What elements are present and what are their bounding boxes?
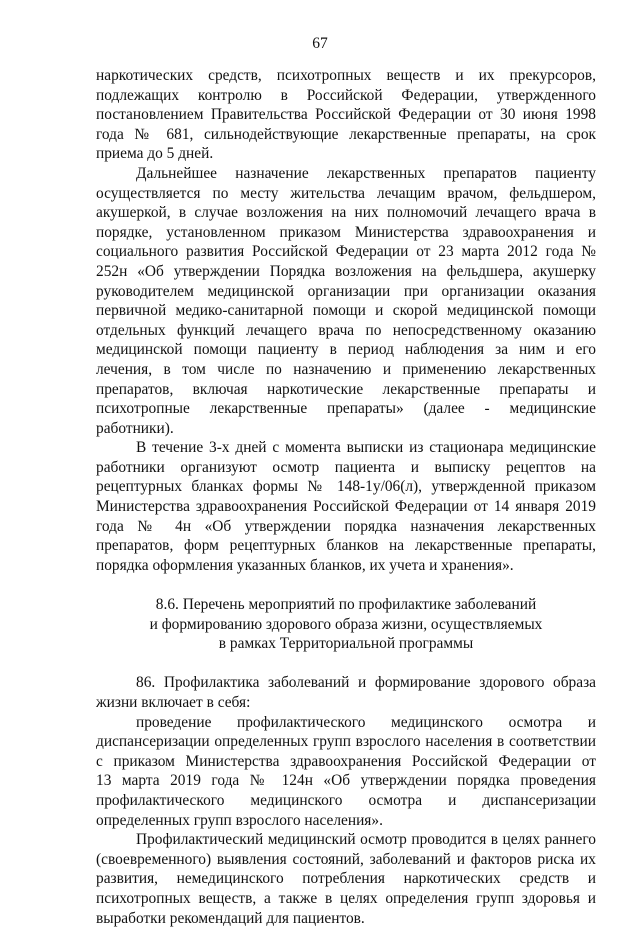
text-line: Министерства здравоохранения Российской Федерации от 14 января 2019: [96, 498, 596, 516]
text-line: развития, немедицинского потребления наркотических средств и: [96, 870, 596, 888]
text-line: акушеркой, в случае возложения на них полномочий лечащего врача в: [96, 204, 596, 222]
text-line: руководителем медицинской организации при организации оказания: [96, 282, 596, 300]
heading-line: 8.6. Перечень мероприятий по профилактике заболеваний: [155, 596, 537, 614]
text-line: порядка оформления указанных бланков, их учета и хранения».: [96, 556, 514, 574]
heading-line: и формированию здорового образа жизни, осуществляемых: [149, 615, 543, 633]
text-line: подлежащих контролю в Российской Федерации, утвержденного: [96, 86, 596, 104]
text-line: работники организуют осмотр пациента и выписку рецептов на: [96, 458, 596, 476]
text-line: препаратов, форм рецептурных бланков на лекарственные препараты,: [96, 537, 596, 555]
text-line: психотропные лекарственные препараты» (далее - медицинские: [96, 400, 596, 418]
text-line: профилактического медицинского осмотра и диспансеризации: [96, 791, 596, 809]
paragraph-4: [96, 673, 596, 712]
page-number: 67: [312, 35, 328, 52]
text-line: 13 марта 2019 года № 124н «Об утверждении порядка проведения: [96, 772, 596, 790]
text-line: определенных групп взрослого населения».: [96, 811, 383, 829]
text-line: 86. Профилактика заболеваний и формирование здорового образа: [136, 674, 596, 692]
text-line: социального развития Российской Федерации от 23 марта 2012 года №: [96, 243, 596, 261]
text-line: Дальнейшее назначение лекарственных препаратов пациенту: [136, 164, 596, 182]
text-line: года № 4н «Об утверждении порядка назначения лекарственных: [96, 517, 596, 535]
text-line: (своевременного) выявления состояний, заболеваний и факторов риска их: [96, 850, 596, 868]
heading-line: в рамках Территориальной программы: [218, 635, 474, 653]
text-line: осуществляется по месту жительства лечащим врачом, фельдшером,: [96, 184, 596, 202]
text-line: В течение 3-х дней с момента выписки из стационара медицинские: [136, 439, 596, 457]
text-line: лечения, в том числе по назначению и применению лекарственных: [96, 360, 596, 378]
text-line: Профилактический медицинский осмотр проводится в целях раннего: [136, 831, 596, 849]
text-line: препаратов, включая наркотические лекарственные препараты и: [96, 380, 596, 398]
document-body: [96, 66, 596, 928]
text-line: диспансеризации определенных групп взрослого населения в соответствии: [96, 733, 596, 751]
paragraph-2: [96, 164, 596, 438]
text-line: приема до 5 дней.: [96, 145, 214, 163]
section-heading: [96, 595, 596, 654]
text-line: первичной медико-санитарной помощи и скорой медицинской помощи: [96, 302, 596, 320]
paragraph-1: [96, 66, 596, 164]
text-line: жизни включает в себя:: [96, 694, 251, 711]
paragraph-5: [96, 713, 596, 831]
text-line: отдельных функций лечащего врача по непосредственному оказанию: [96, 321, 596, 339]
paragraph-3: [96, 438, 596, 575]
text-line: порядке, установленном приказом Министерства здравоохранения и: [96, 223, 596, 241]
text-line: рецептурных бланках формы № 148-1у/06(л), утвержденной приказом: [96, 478, 596, 496]
text-line: года № 681, сильнодействующие лекарственные препараты, на срок: [96, 125, 596, 143]
text-line: 252н «Об утверждении Порядка возложения на фельдшера, акушерку: [96, 262, 596, 280]
text-line: работники).: [96, 419, 174, 437]
spacer: [96, 654, 596, 674]
text-line: выработки рекомендаций для пациентов.: [96, 909, 365, 927]
text-line: проведение профилактического медицинского осмотра и: [136, 713, 596, 731]
text-line: медицинской помощи пациенту в период наблюдения за ним и его: [96, 341, 596, 359]
text-line: психотропных веществ, а также в целях определения групп здоровья и: [96, 889, 596, 907]
spacer: [96, 575, 596, 595]
paragraph-6: [96, 830, 596, 928]
text-line: постановлением Правительства Российской Федерации от 30 июня 1998: [96, 106, 596, 124]
text-line: с приказом Министерства здравоохранения Российской Федерации от: [96, 752, 596, 770]
text-line: наркотических средств, психотропных веществ и их прекурсоров,: [96, 67, 596, 84]
